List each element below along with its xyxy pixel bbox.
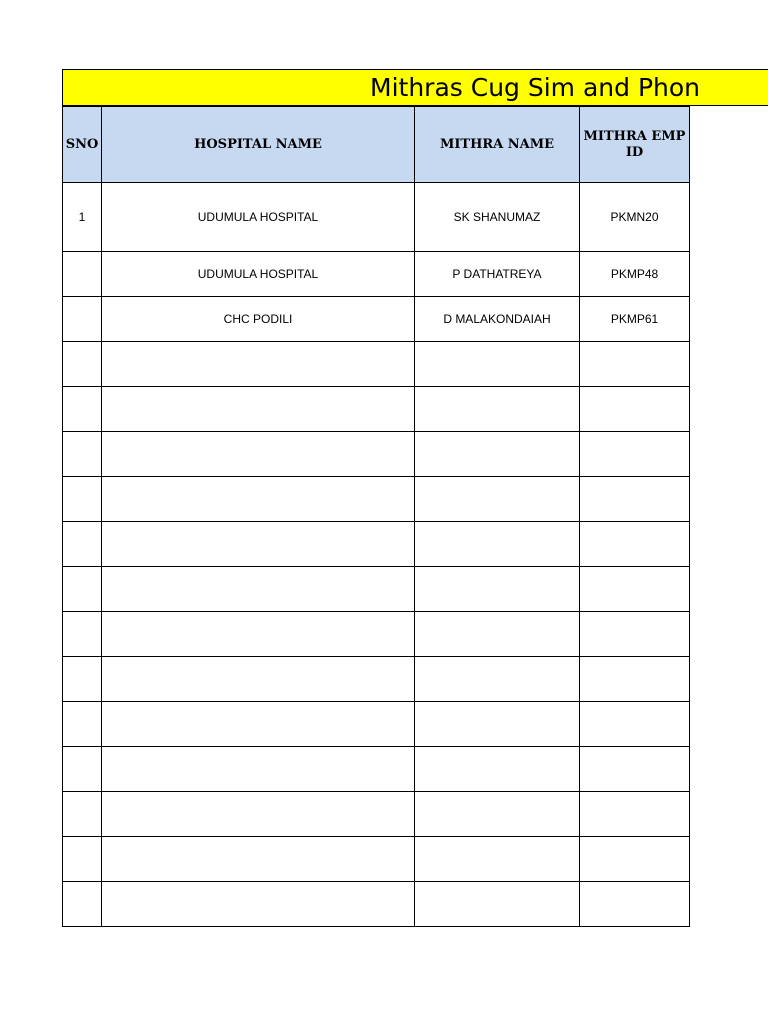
cell-mithra-emp-id[interactable] [580,522,690,567]
mithra-table [62,106,690,927]
cell-hospital-name[interactable] [102,837,415,882]
table-row [63,297,690,342]
header-mithra-emp-id: MITHRA EMP ID [580,107,690,183]
cell-sno[interactable] [63,477,102,522]
cell-mithra-name[interactable] [415,702,580,747]
table-row [63,702,690,747]
cell-hospital-name[interactable] [102,522,415,567]
cell-hospital-name[interactable] [102,342,415,387]
cell-mithra-emp-id[interactable] [580,792,690,837]
cell-sno[interactable] [63,567,102,612]
cell-mithra-name[interactable] [415,432,580,477]
cell-mithra-emp-id[interactable] [580,882,690,927]
table-row [63,657,690,702]
cell-mithra-name[interactable] [415,882,580,927]
table-row [63,252,690,297]
table-row [63,477,690,522]
table-row [63,342,690,387]
cell-mithra-name[interactable] [415,792,580,837]
cell-sno[interactable] [63,612,102,657]
sheet-title: Mithras Cug Sim and Phon [370,73,701,102]
cell-sno[interactable] [63,387,102,432]
cell-sno[interactable]: 1 [63,183,102,252]
header-sno: SNO [63,107,102,183]
cell-mithra-emp-id[interactable] [580,477,690,522]
cell-mithra-name[interactable] [415,477,580,522]
table-row [63,612,690,657]
header-row [63,107,690,183]
cell-sno[interactable] [63,882,102,927]
cell-mithra-emp-id[interactable] [580,747,690,792]
cell-mithra-name[interactable]: D MALAKONDAIAH [415,297,580,342]
header-hospital-name: HOSPITAL NAME [102,107,415,183]
title-banner [62,69,768,106]
table-body [63,183,690,927]
cell-hospital-name[interactable] [102,702,415,747]
cell-sno[interactable] [63,432,102,477]
cell-mithra-name[interactable] [415,657,580,702]
table-row [63,387,690,432]
cell-mithra-emp-id[interactable] [580,702,690,747]
cell-hospital-name[interactable]: CHC PODILI [102,297,415,342]
table-row [63,747,690,792]
cell-sno[interactable] [63,522,102,567]
cell-sno[interactable] [63,747,102,792]
table-row [63,567,690,612]
cell-hospital-name[interactable] [102,882,415,927]
cell-sno[interactable] [63,702,102,747]
cell-mithra-emp-id[interactable]: PKMN20 [580,183,690,252]
cell-sno[interactable] [63,342,102,387]
cell-mithra-name[interactable]: SK SHANUMAZ [415,183,580,252]
table-row [63,882,690,927]
cell-sno[interactable] [63,657,102,702]
cell-mithra-name[interactable] [415,612,580,657]
cell-mithra-emp-id[interactable] [580,387,690,432]
cell-mithra-name[interactable] [415,567,580,612]
cell-sno[interactable] [63,252,102,297]
cell-mithra-name[interactable] [415,342,580,387]
cell-hospital-name[interactable] [102,477,415,522]
cell-mithra-name[interactable] [415,522,580,567]
table-row [63,792,690,837]
cell-sno[interactable] [63,792,102,837]
cell-hospital-name[interactable] [102,432,415,477]
cell-mithra-emp-id[interactable] [580,837,690,882]
cell-sno[interactable] [63,297,102,342]
table-row [63,432,690,477]
cell-hospital-name[interactable] [102,612,415,657]
cell-mithra-name[interactable] [415,837,580,882]
cell-hospital-name[interactable] [102,657,415,702]
cell-mithra-emp-id[interactable] [580,612,690,657]
cell-mithra-name[interactable] [415,747,580,792]
cell-hospital-name[interactable]: UDUMULA HOSPITAL [102,252,415,297]
cell-hospital-name[interactable]: UDUMULA HOSPITAL [102,183,415,252]
table-row [63,522,690,567]
cell-sno[interactable] [63,837,102,882]
cell-mithra-emp-id[interactable] [580,657,690,702]
cell-hospital-name[interactable] [102,747,415,792]
cell-mithra-emp-id[interactable] [580,432,690,477]
cell-mithra-name[interactable] [415,387,580,432]
header-mithra-name: MITHRA NAME [415,107,580,183]
table-row [63,837,690,882]
cell-mithra-emp-id[interactable]: PKMP48 [580,252,690,297]
cell-mithra-emp-id[interactable]: PKMP61 [580,297,690,342]
cell-hospital-name[interactable] [102,387,415,432]
cell-hospital-name[interactable] [102,792,415,837]
cell-mithra-emp-id[interactable] [580,342,690,387]
table-row [63,183,690,252]
cell-mithra-emp-id[interactable] [580,567,690,612]
cell-hospital-name[interactable] [102,567,415,612]
cell-mithra-name[interactable]: P DATHATREYA [415,252,580,297]
